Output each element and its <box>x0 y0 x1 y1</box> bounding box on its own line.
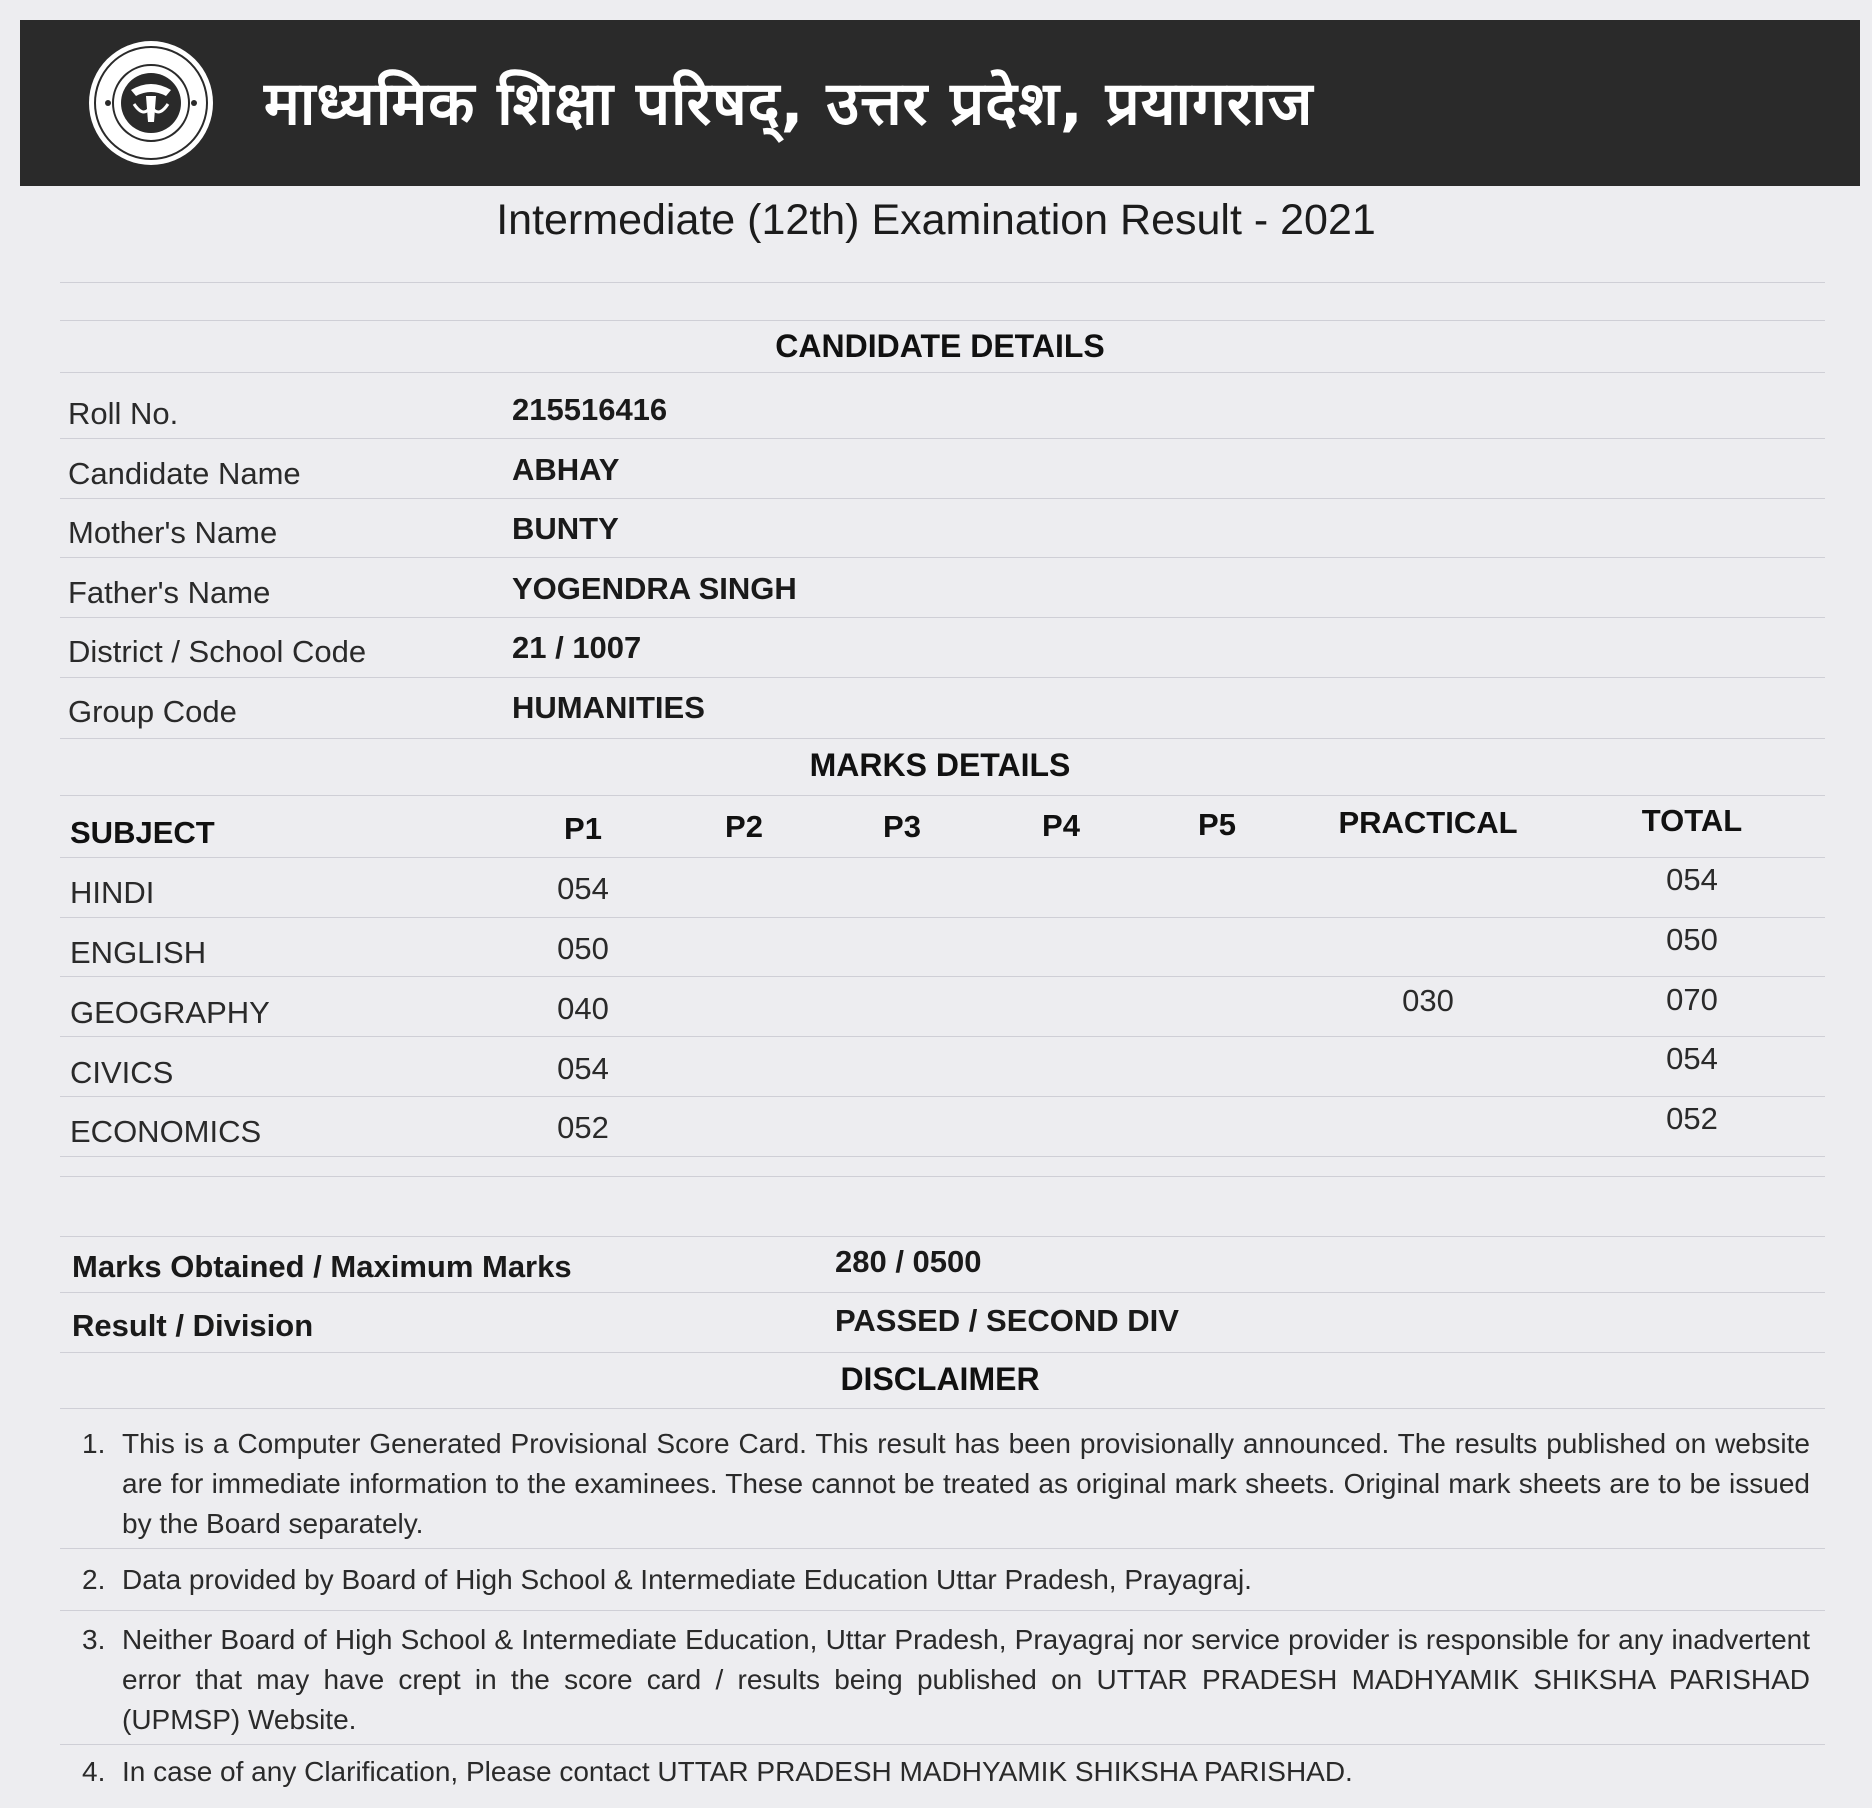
disclaimer-item <box>82 1560 1810 1600</box>
exam-title: Intermediate (12th) Examination Result - 2021 <box>496 196 1376 244</box>
board-title: माध्यमिक शिक्षा परिषद्, उत्तर प्रदेश, प्रयागराज <box>264 69 1314 139</box>
mark-p1: 052 <box>557 1110 609 1145</box>
mark-total: 070 <box>1666 982 1718 1017</box>
mark-practical: 030 <box>1402 983 1454 1018</box>
divider <box>60 677 1825 678</box>
col-header-p1: P1 <box>564 811 602 846</box>
mark-p1: 050 <box>557 931 609 966</box>
disclaimer-item <box>82 1424 1810 1544</box>
disclaimer-number: 4. <box>82 1756 106 1787</box>
disclaimer-text: Neither Board of High School & Intermediate Education, Uttar Pradesh, Prayagraj nor service provider is responsible for any inadvertent error that may have crept in the score card / results being published on UTTAR PRADESH MADHYAMIK SHIKSHA PARISHAD (UPMSP) Website. <box>122 1624 1810 1735</box>
divider <box>60 320 1825 321</box>
disclaimer-number: 3. <box>82 1624 106 1655</box>
divider <box>60 976 1825 977</box>
col-header-subject: SUBJECT <box>70 815 215 850</box>
result-division-label: Result / Division <box>72 1308 314 1343</box>
divider <box>60 438 1825 439</box>
mark-p1: 054 <box>557 871 609 906</box>
disclaimer-item <box>82 1752 1810 1792</box>
candidate-name-label: Candidate Name <box>68 456 301 491</box>
divider <box>60 1610 1825 1611</box>
group-code-label: Group Code <box>68 694 237 729</box>
mark-total: 054 <box>1666 1041 1718 1076</box>
marks-obtained-value: 280 / 0500 <box>835 1244 982 1279</box>
divider <box>60 1176 1825 1177</box>
result-division-value: PASSED / SECOND DIV <box>835 1303 1179 1338</box>
divider <box>60 557 1825 558</box>
candidate-name-value: ABHAY <box>512 452 620 487</box>
divider <box>60 617 1825 618</box>
mark-total: 052 <box>1666 1101 1718 1136</box>
divider <box>60 1548 1825 1549</box>
divider <box>60 795 1825 796</box>
divider <box>60 857 1825 858</box>
district-school-code-value: 21 / 1007 <box>512 630 642 665</box>
disclaimer-text: Data provided by Board of High School & Intermediate Education Uttar Pradesh, Prayagraj. <box>122 1564 1252 1595</box>
board-seal-icon <box>86 38 216 168</box>
disclaimer-item <box>82 1620 1810 1740</box>
mark-total: 054 <box>1666 862 1718 897</box>
fathers-name-label: Father's Name <box>68 575 271 610</box>
divider <box>60 498 1825 499</box>
divider <box>60 1036 1825 1037</box>
divider <box>60 282 1825 283</box>
divider <box>60 917 1825 918</box>
marks-details-heading: MARKS DETAILS <box>809 747 1071 783</box>
subject-name: ENGLISH <box>70 935 207 970</box>
roll-no-label: Roll No. <box>68 396 179 431</box>
disclaimer-number: 2. <box>82 1564 106 1595</box>
header-banner <box>20 20 1860 186</box>
fathers-name-value: YOGENDRA SINGH <box>512 571 797 606</box>
divider <box>60 738 1825 739</box>
col-header-practical: PRACTICAL <box>1338 805 1518 840</box>
col-header-p5: P5 <box>1198 807 1236 842</box>
mark-total: 050 <box>1666 922 1718 957</box>
subject-name: HINDI <box>70 875 155 910</box>
roll-no-value: 215516416 <box>512 392 668 427</box>
mothers-name-label: Mother's Name <box>68 515 278 550</box>
divider <box>60 1156 1825 1157</box>
subject-name: ECONOMICS <box>70 1114 262 1149</box>
disclaimer-number: 1. <box>82 1428 106 1459</box>
col-header-p4: P4 <box>1042 808 1080 843</box>
divider <box>60 1744 1825 1745</box>
marks-obtained-label: Marks Obtained / Maximum Marks <box>72 1249 572 1284</box>
divider <box>60 1236 1825 1237</box>
disclaimer-heading: DISCLAIMER <box>840 1361 1040 1397</box>
divider <box>60 1408 1825 1409</box>
col-header-p3: P3 <box>883 809 921 844</box>
col-header-total: TOTAL <box>1641 803 1743 838</box>
divider <box>60 1292 1825 1293</box>
divider <box>60 1352 1825 1353</box>
disclaimer-text: In case of any Clarification, Please contact UTTAR PRADESH MADHYAMIK SHIKSHA PARISHAD. <box>122 1756 1353 1787</box>
candidate-details-heading: CANDIDATE DETAILS <box>775 328 1105 364</box>
group-code-value: HUMANITIES <box>512 690 705 725</box>
mark-p1: 040 <box>557 991 609 1026</box>
subject-name: CIVICS <box>70 1055 174 1090</box>
divider <box>60 1096 1825 1097</box>
disclaimer-text: This is a Computer Generated Provisional Score Card. This result has been provisionally announced. The results published on website are for immediate information to the examinees. These cannot be treated as original mark sheets. Original mark sheets are to be issued by the Board separately. <box>122 1428 1810 1539</box>
district-school-code-label: District / School Code <box>68 634 367 669</box>
col-header-p2: P2 <box>725 809 763 844</box>
subject-name: GEOGRAPHY <box>70 995 270 1030</box>
mothers-name-value: BUNTY <box>512 511 619 546</box>
divider <box>60 372 1825 373</box>
mark-p1: 054 <box>557 1051 609 1086</box>
